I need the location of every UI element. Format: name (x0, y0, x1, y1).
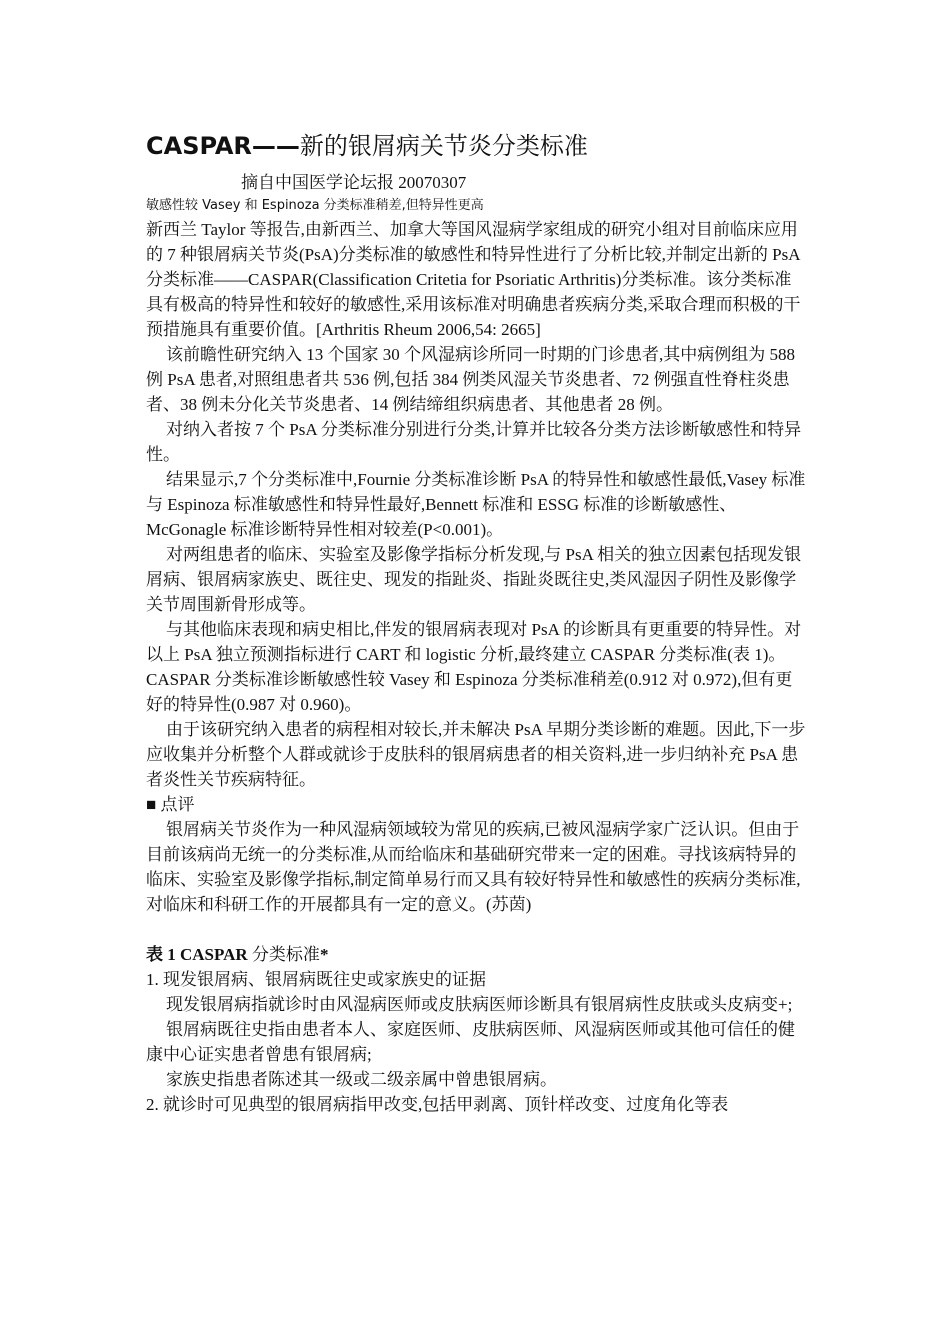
paragraph-intro: 新西兰 Taylor 等报告,由新西兰、加拿大等国风湿病学家组成的研究小组对目前临床应用的 7 种银屑病关节炎(PsA)分类标准的敏感性和特异性进行了分析比较,并制定出新的 PsA 分类标准——CASPAR(Classification Critetia for Psoriatic Arthritis)分类标准。该分类标准具有极高的特异性和较好的敏感性,采用该标准对明确患者疾病分类,采取合理而积极的干预措施具有重要价值。[Arthritis Rheum 2006,54: 2665] (146, 220, 801, 339)
comment-paragraph: 银屑病关节炎作为一种风湿病领域较为常见的疾病,已被风湿病学家广泛认识。但由于目前该病尚无统一的分类标准,从而给临床和基础研究带来一定的困难。寻找该病特异的临床、实验室及影像学指标,制定简单易行而又具有较好特异性和敏感性的疾病分类标准,对临床和科研工作的开展都具有一定的意义。(苏茵) (146, 820, 801, 914)
article-source: 摘自中国医学论坛报 20070307 (241, 173, 467, 192)
article-summary: 敏感性较 Vasey 和 Espinoza 分类标准稍差,但特异性更高 (146, 198, 484, 213)
criteria-item-2: 2. 就诊时可见典型的银屑病指甲改变,包括甲剥离、顶针样改变、过度角化等表 (146, 1095, 729, 1114)
comment-heading: ■ 点评 (146, 795, 195, 814)
criteria-detail-history: 银屑病既往史指由患者本人、家庭医师、皮肤病医师、风湿病医师或其他可信任的健康中心证实患者曾患有银屑病; (146, 1020, 795, 1064)
title-english: CASPAR—— (146, 132, 300, 160)
title-chinese: 新的银屑病关节炎分类标准 (299, 132, 588, 160)
article-title (146, 130, 806, 162)
table-title-prefix: 表 1 CASPAR (146, 945, 248, 964)
document-page (146, 130, 806, 1117)
paragraph-caspar: 与其他临床表现和病史相比,伴发的银屑病表现对 PsA 的诊断具有更重要的特异性。对以上 PsA 独立预测指标进行 CART 和 logistic 分析,最终建立 CASPAR 分类标准(表 1)。CASPAR 分类标准诊断敏感性较 Vasey 和 Espinoza 分类标准稍差(0.912 对 0.972),但有更好的特异性(0.987 对 0.960)。 (146, 620, 802, 714)
table-title-middle: 分类标准 (247, 945, 320, 964)
table-title-suffix: * (319, 945, 329, 964)
paragraph-analysis: 对两组患者的临床、实验室及影像学指标分析发现,与 PsA 相关的独立因素包括现发银屑病、银屑病家族史、既往史、现发的指趾炎、指趾炎既往史,类风湿因子阴性及影像学关节周围新骨形成等。 (146, 545, 802, 614)
paragraph-limitations: 由于该研究纳入患者的病程相对较长,并未解决 PsA 早期分类诊断的难题。因此,下一步应收集并分析整个人群或就诊于皮肤科的银屑病患者的相关资料,进一步归纳补充 PsA 患者炎性关节疾病特征。 (146, 720, 806, 789)
table-title (146, 942, 806, 967)
criteria-item-1: 1. 现发银屑病、银屑病既往史或家族史的证据 (146, 970, 486, 989)
paragraph-study: 该前瞻性研究纳入 13 个国家 30 个风湿病诊所同一时期的门诊患者,其中病例组为 588 例 PsA 患者,对照组患者共 536 例,包括 384 例类风湿关节炎患者、72 例强直性脊柱炎患者、38 例未分化关节炎患者、14 例结缔组织病患者、其他患者 28 例。 (146, 345, 795, 414)
paragraph-method: 对纳入者按 7 个 PsA 分类标准分别进行分类,计算并比较各分类方法诊断敏感性和特异性。 (146, 420, 802, 464)
criteria-detail-current: 现发银屑病指就诊时由风湿病医师或皮肤病医师诊断具有银屑病性皮肤或头皮病变+; (166, 995, 793, 1014)
criteria-detail-family: 家族史指患者陈述其一级或二级亲属中曾患银屑病。 (166, 1070, 557, 1089)
spacer (146, 917, 806, 942)
paragraph-results: 结果显示,7 个分类标准中,Fournie 分类标准诊断 PsA 的特异性和敏感性最低,Vasey 标准与 Espinoza 标准敏感性和特异性最好,Bennett 标准和 ESSG 标准的诊断敏感性、McGonagle 标准诊断特异性相对较差(P<0.001)。 (146, 470, 806, 539)
